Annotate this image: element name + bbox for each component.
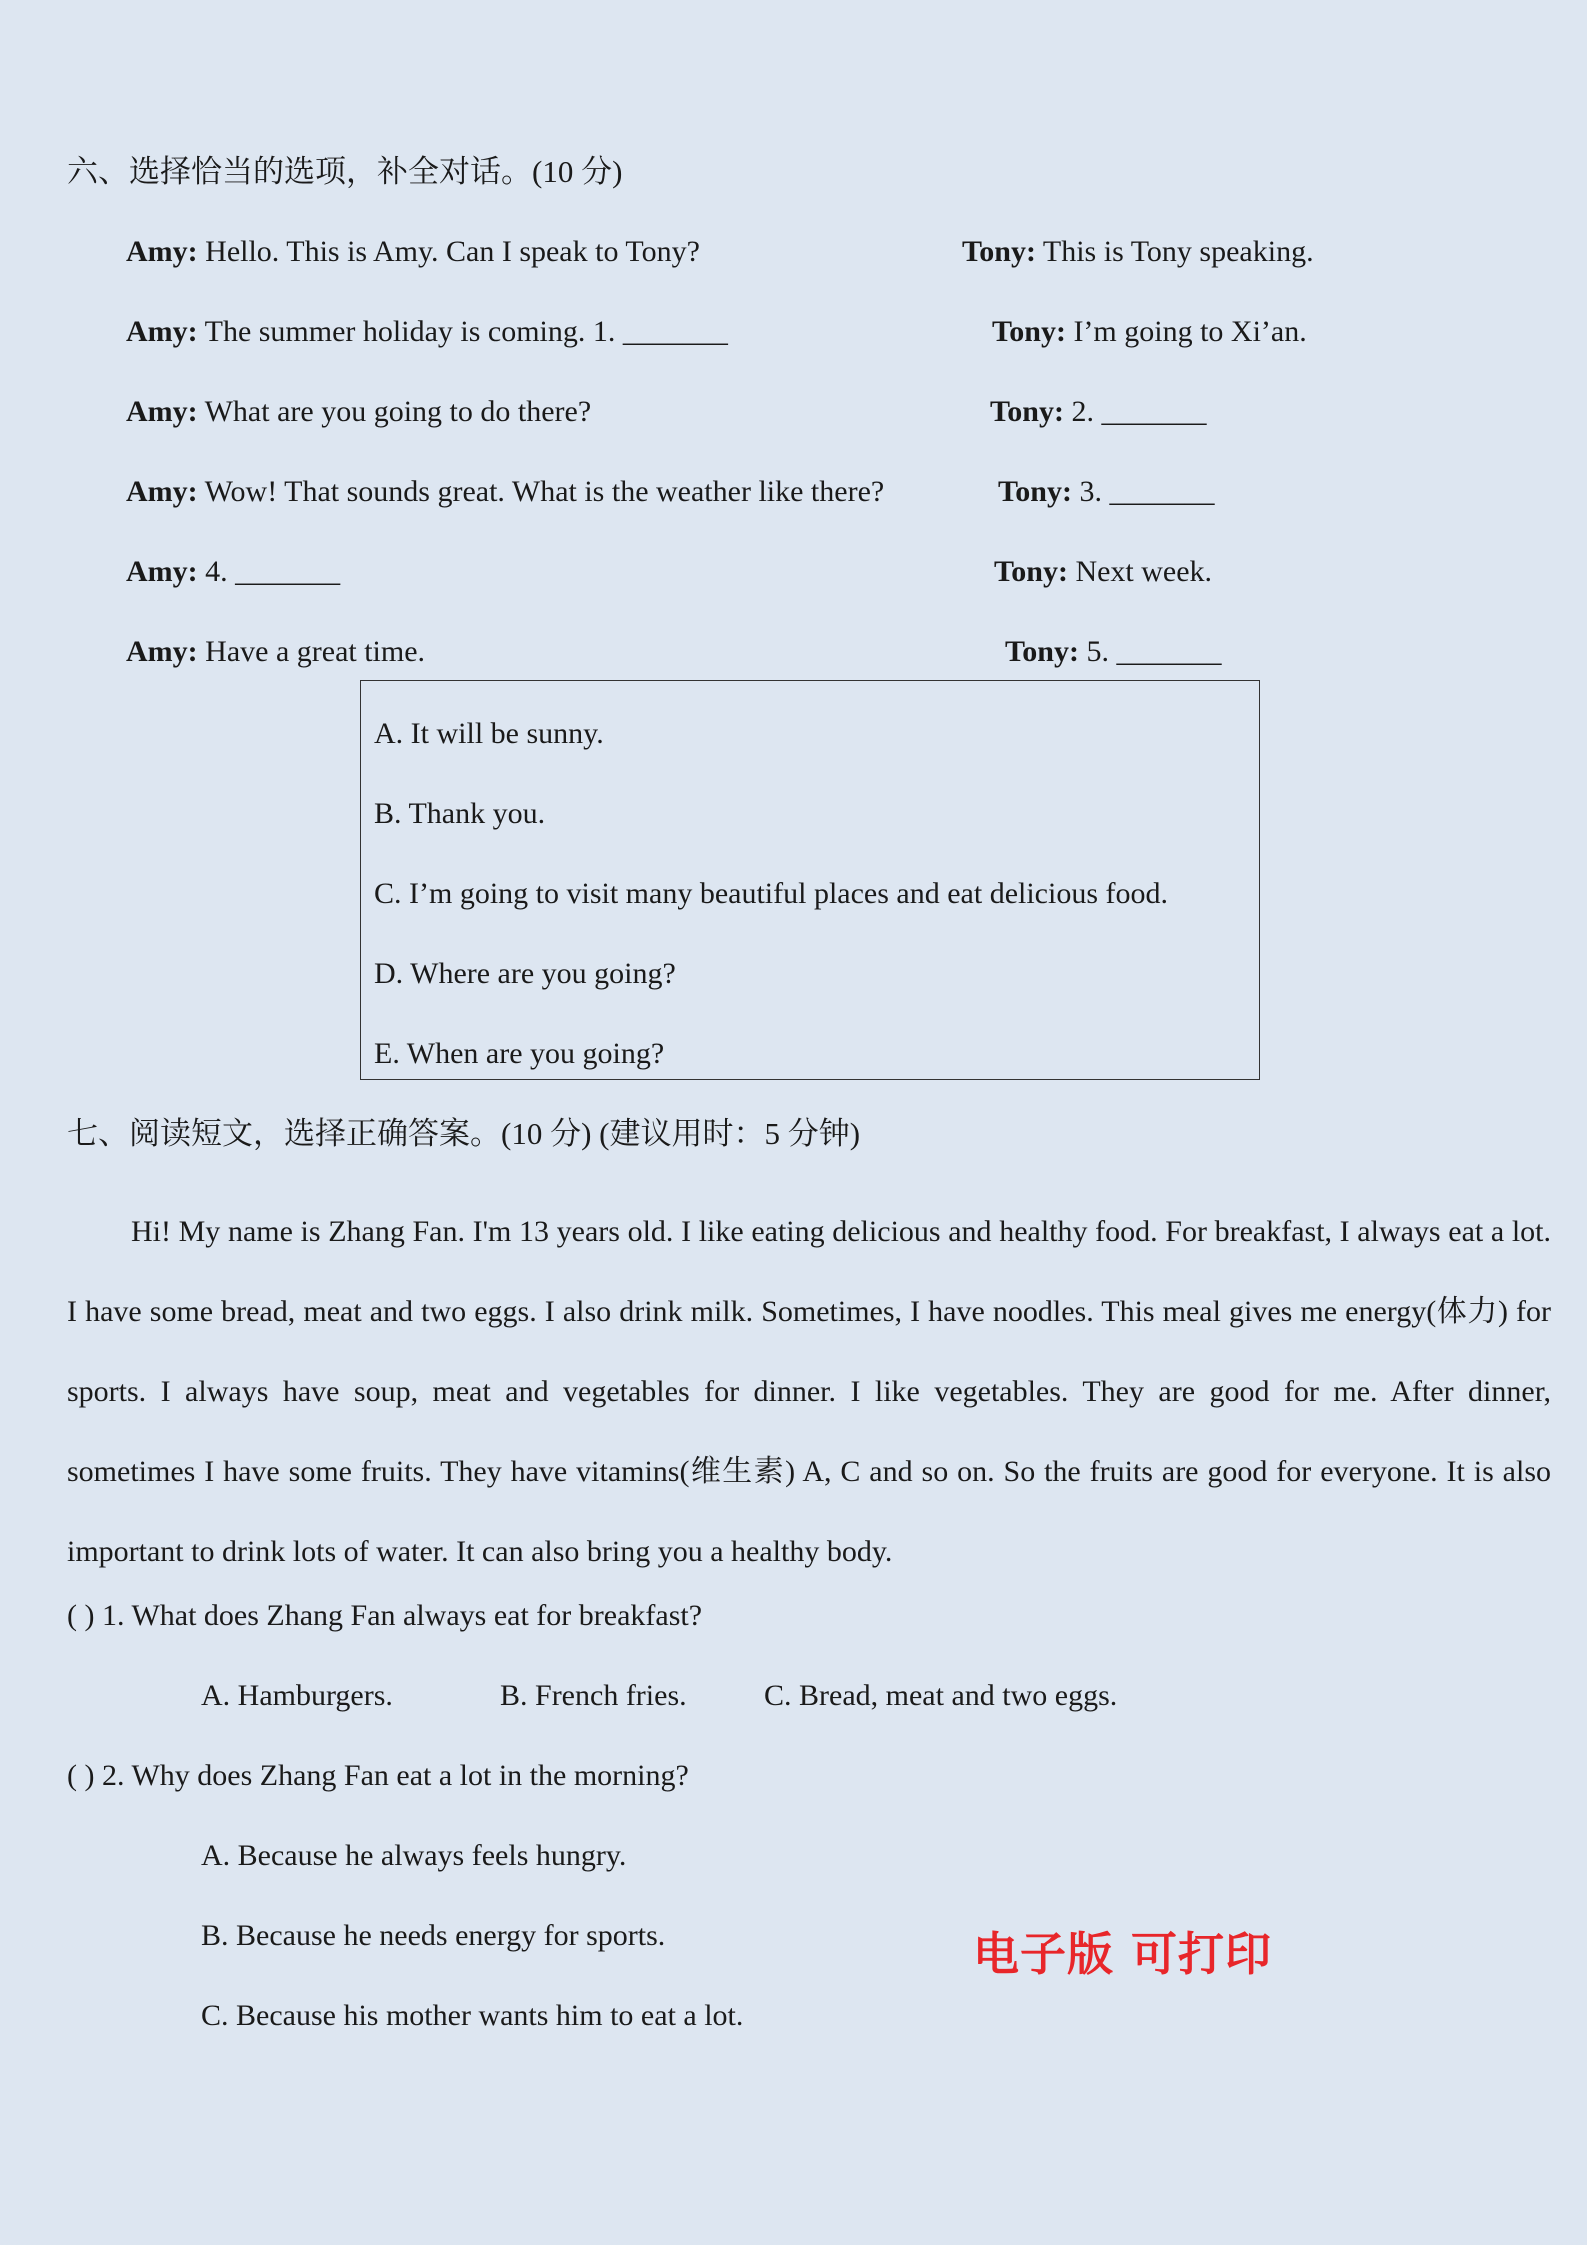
question-1-choice-a: A. Hamburgers. bbox=[201, 1679, 393, 1712]
dialogue-tony-line-3 bbox=[990, 394, 1206, 430]
dialogue-text: Next week. bbox=[1067, 555, 1213, 588]
question-1-choice-c: C. Bread, meat and two eggs. bbox=[764, 1679, 1118, 1712]
section-7-heading: 七、阅读短文，选择正确答案。(10 分) (建议用时：5 分钟) bbox=[67, 1116, 861, 1151]
dialogue-amy-line-4 bbox=[126, 474, 884, 510]
dialogue-tony-line-2 bbox=[992, 314, 1307, 350]
printable-stamp: 电子版 可打印 bbox=[973, 1927, 1273, 1981]
speaker-label: Tony: bbox=[992, 315, 1066, 348]
speaker-label: Amy: bbox=[126, 315, 198, 348]
option-e: E. When are you going? bbox=[374, 1037, 665, 1070]
speaker-label: Tony: bbox=[962, 235, 1036, 268]
dialogue-text: I’m going to Xi’an. bbox=[1065, 315, 1307, 348]
question-2-choice-c: C. Because his mother wants him to eat a lot. bbox=[201, 1999, 744, 2032]
dialogue-amy-line-2 bbox=[126, 314, 728, 350]
dialogue-text: 4. _______ bbox=[197, 555, 341, 588]
dialogue-tony-line-1 bbox=[962, 234, 1314, 270]
speaker-label: Tony: bbox=[994, 555, 1068, 588]
question-2-choice-b: B. Because he needs energy for sports. bbox=[201, 1919, 666, 1952]
speaker-label: Tony: bbox=[990, 395, 1064, 428]
question-1-stem: ( ) 1. What does Zhang Fan always eat for breakfast? bbox=[67, 1599, 703, 1632]
dialogue-text: Wow! That sounds great. What is the weather like there? bbox=[197, 475, 885, 508]
dialogue-amy-line-1 bbox=[126, 234, 700, 270]
dialogue-text: This is Tony speaking. bbox=[1035, 235, 1314, 268]
question-2-choice-a: A. Because he always feels hungry. bbox=[201, 1839, 627, 1872]
dialogue-amy-line-6 bbox=[126, 634, 425, 670]
option-a: A. It will be sunny. bbox=[374, 717, 604, 750]
speaker-label: Amy: bbox=[126, 395, 198, 428]
speaker-label: Amy: bbox=[126, 635, 198, 668]
option-d: D. Where are you going? bbox=[374, 957, 676, 990]
dialogue-text: Hello. This is Amy. Can I speak to Tony? bbox=[197, 235, 700, 268]
dialogue-text: Have a great time. bbox=[197, 635, 426, 668]
speaker-label: Tony: bbox=[1005, 635, 1079, 668]
dialogue-tony-line-5 bbox=[994, 554, 1212, 590]
speaker-label: Amy: bbox=[126, 235, 198, 268]
dialogue-text: What are you going to do there? bbox=[197, 395, 592, 428]
option-b: B. Thank you. bbox=[374, 797, 546, 830]
speaker-label: Amy: bbox=[126, 475, 198, 508]
question-2-stem: ( ) 2. Why does Zhang Fan eat a lot in the morning? bbox=[67, 1759, 689, 1792]
dialogue-text: 2. _______ bbox=[1063, 395, 1207, 428]
speaker-label: Amy: bbox=[126, 555, 198, 588]
dialogue-text: The summer holiday is coming. 1. _______ bbox=[197, 315, 728, 348]
dialogue-amy-line-3 bbox=[126, 394, 591, 430]
dialogue-text: 3. _______ bbox=[1071, 475, 1215, 508]
speaker-label: Tony: bbox=[998, 475, 1072, 508]
reading-passage: Hi! My name is Zhang Fan. I'm 13 years old. I like eating delicious and healthy food. For breakfast, I always eat a lot. I have some bread, meat and two eggs. I also drink milk. Sometimes, I have noodles. This meal gives me energy(体力) for sports. I always have soup, meat and vegetables for dinner. I like vegetables. They are good for me. After dinner, sometimes I have some fruits. They have vitamins(维生素) A, C and so on. So the fruits are good for everyone. It is also important to drink lots of water. It can also bring you a healthy body. bbox=[67, 1215, 1551, 1568]
dialogue-tony-line-4 bbox=[998, 474, 1214, 510]
section-6-heading: 六、选择恰当的选项，补全对话。(10 分) bbox=[67, 154, 623, 189]
question-1-choice-b: B. French fries. bbox=[500, 1679, 687, 1712]
option-c: C. I’m going to visit many beautiful places and eat delicious food. bbox=[374, 877, 1168, 910]
dialogue-text: 5. _______ bbox=[1078, 635, 1222, 668]
dialogue-tony-line-6 bbox=[1005, 634, 1221, 670]
dialogue-amy-line-5 bbox=[126, 554, 340, 590]
